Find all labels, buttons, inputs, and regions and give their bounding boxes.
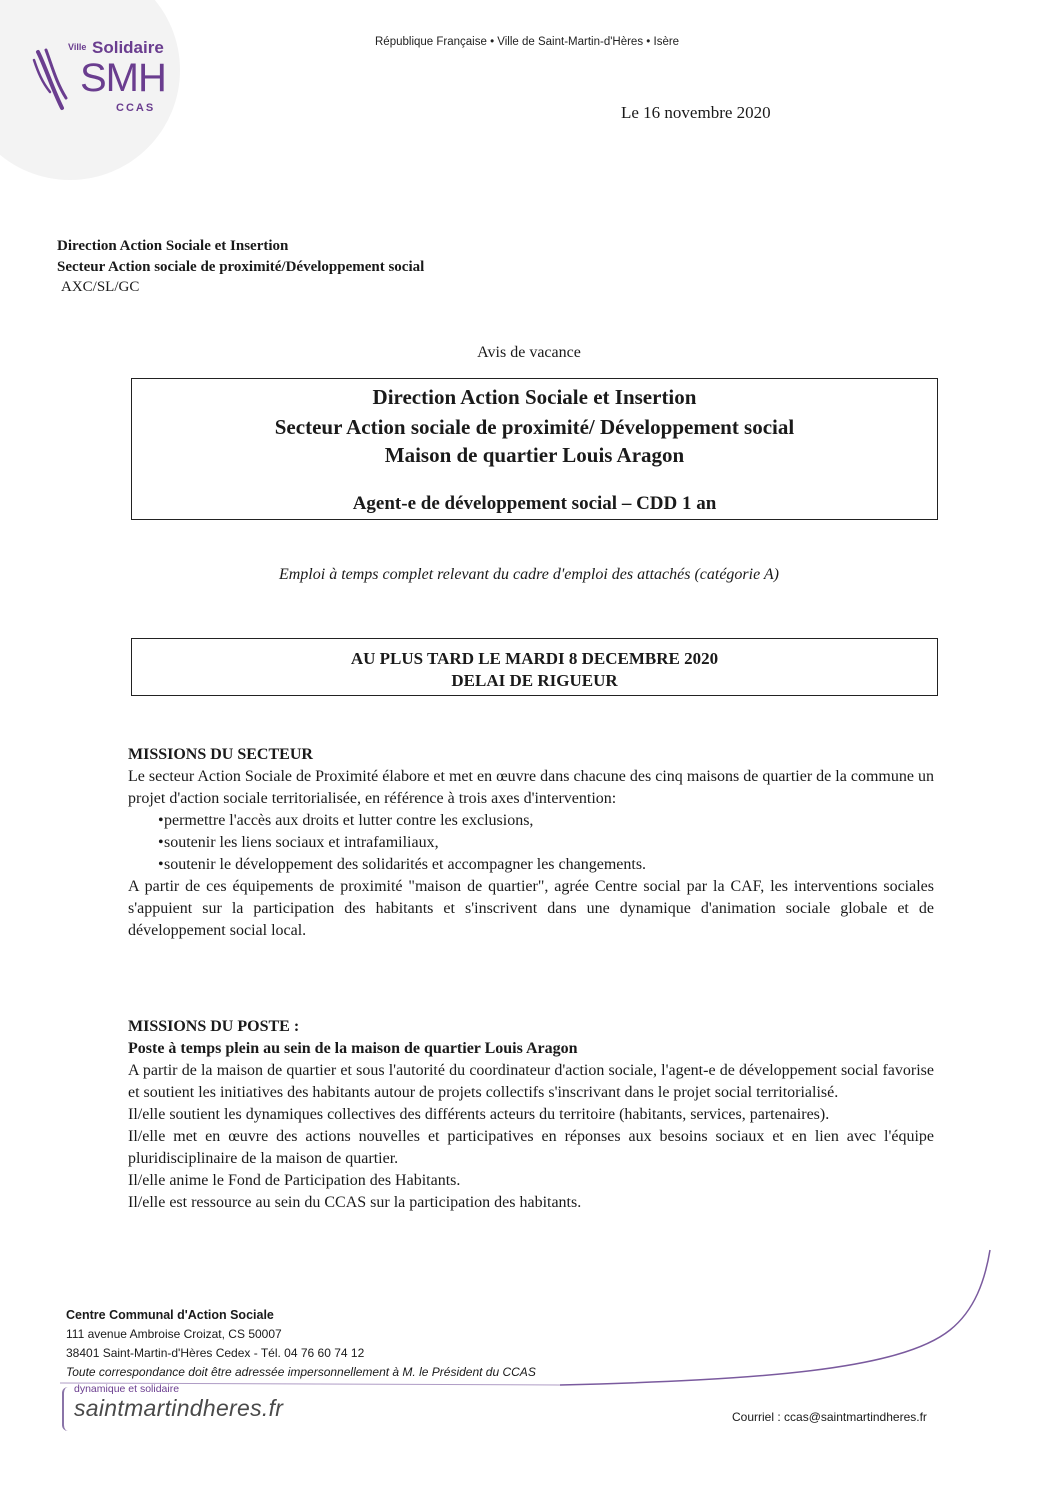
brand-website: saintmartindheres.fr xyxy=(74,1395,284,1421)
footer-address-line: 111 avenue Ambroise Croizat, CS 50007 xyxy=(66,1327,282,1341)
bullet-text: • soutenir le développement des solidarités et accompagner les changements. xyxy=(164,856,647,873)
brand-bracket-icon xyxy=(62,1387,70,1431)
avis-title: Avis de vacance xyxy=(477,344,581,361)
missions-secteur-outro: A partir de ces équipements de proximité "maison de quartier", agrée Centre social par la CAF, les interventions sociales s'appuient sur la participation des habitants et s'inscrivent dans une dynamique d'animation sociale globale et de développement social local. xyxy=(128,878,934,939)
sender-sector: Secteur Action sociale de proximité/Développement social xyxy=(57,259,425,275)
footer-note: Toute correspondance doit être adressée impersonnellement à M. le Président du CCAS xyxy=(66,1365,536,1379)
title-direction: Direction Action Sociale et Insertion xyxy=(372,385,697,409)
bullet-text: • soutenir les liens sociaux et intrafamiliaux, xyxy=(164,834,439,851)
sender-reference: AXC/SL/GC xyxy=(61,279,140,295)
missions-poste-paragraph: Il/elle est ressource au sein du CCAS sur la participation des habitants. xyxy=(128,1194,582,1211)
employment-type: Emploi à temps complet relevant du cadre d'emploi des attachés (catégorie A) xyxy=(278,566,780,583)
footer-email: Courriel : ccas@saintmartindheres.fr xyxy=(732,1410,927,1424)
logo-solidaire-text: Solidaire xyxy=(92,38,164,57)
footer-org-name: Centre Communal d'Action Sociale xyxy=(66,1308,274,1322)
deadline-note: DELAI DE RIGUEUR xyxy=(451,671,618,690)
brand-tagline: dynamique et solidaire xyxy=(74,1383,180,1395)
missions-poste-paragraph: A partir de la maison de quartier et sous l'autorité du coordinateur d'action sociale, l'agent-e de développement social favorise et soutient les initiatives des habitants autour de projets collectifs s'inscrivant dans le projet social territorialisé. xyxy=(128,1062,934,1101)
bullet-text: • permettre l'accès aux droits et lutter contre les exclusions, xyxy=(164,812,534,829)
missions-poste-heading: MISSIONS DU POSTE : xyxy=(128,1018,300,1035)
sender-direction: Direction Action Sociale et Insertion xyxy=(57,238,289,254)
logo-smh-text: SMH xyxy=(80,56,166,100)
footer-address xyxy=(66,1306,536,1382)
logo-ville-text: Ville xyxy=(68,42,87,52)
missions-secteur-intro: Le secteur Action Sociale de Proximité élabore et met en œuvre dans chacune des cinq maisons de quartier de la commune un projet d'action sociale territorialisée, en référence à trois axes d'intervention: xyxy=(128,768,934,807)
title-maison: Maison de quartier Louis Aragon xyxy=(384,443,685,467)
missions-secteur-heading: MISSIONS DU SECTEUR xyxy=(128,746,313,763)
deadline-date: AU PLUS TARD LE MARDI 8 DECEMBRE 2020 xyxy=(350,649,719,668)
job-title: Agent-e de développement social – CDD 1 an xyxy=(352,493,717,514)
letter-date: Le 16 novembre 2020 xyxy=(621,103,771,122)
missions-poste-subheading: Poste à temps plein au sein de la maison de quartier Louis Aragon xyxy=(128,1040,578,1057)
republic-header: République Française • Ville de Saint-Martin-d'Hères • Isère xyxy=(375,36,680,48)
missions-poste-paragraph: Il/elle met en œuvre des actions nouvelles et participatives en réponses aux besoins sociaux et en lien avec l'équipe pluridisciplinaire de la maison de quartier. xyxy=(128,1128,934,1167)
logo-ccas-text: CCAS xyxy=(116,102,156,114)
footer-address-line: 38401 Saint-Martin-d'Hères Cedex - Tél. 04 76 60 74 12 xyxy=(66,1346,365,1360)
missions-poste-paragraph: Il/elle anime le Fond de Participation des Habitants. xyxy=(128,1172,461,1189)
title-sector: Secteur Action sociale de proximité/ Développement social xyxy=(274,415,795,439)
missions-poste-paragraph: Il/elle soutient les dynamiques collectives des différents acteurs du territoire (habitants, services, partenaires). xyxy=(128,1106,830,1123)
